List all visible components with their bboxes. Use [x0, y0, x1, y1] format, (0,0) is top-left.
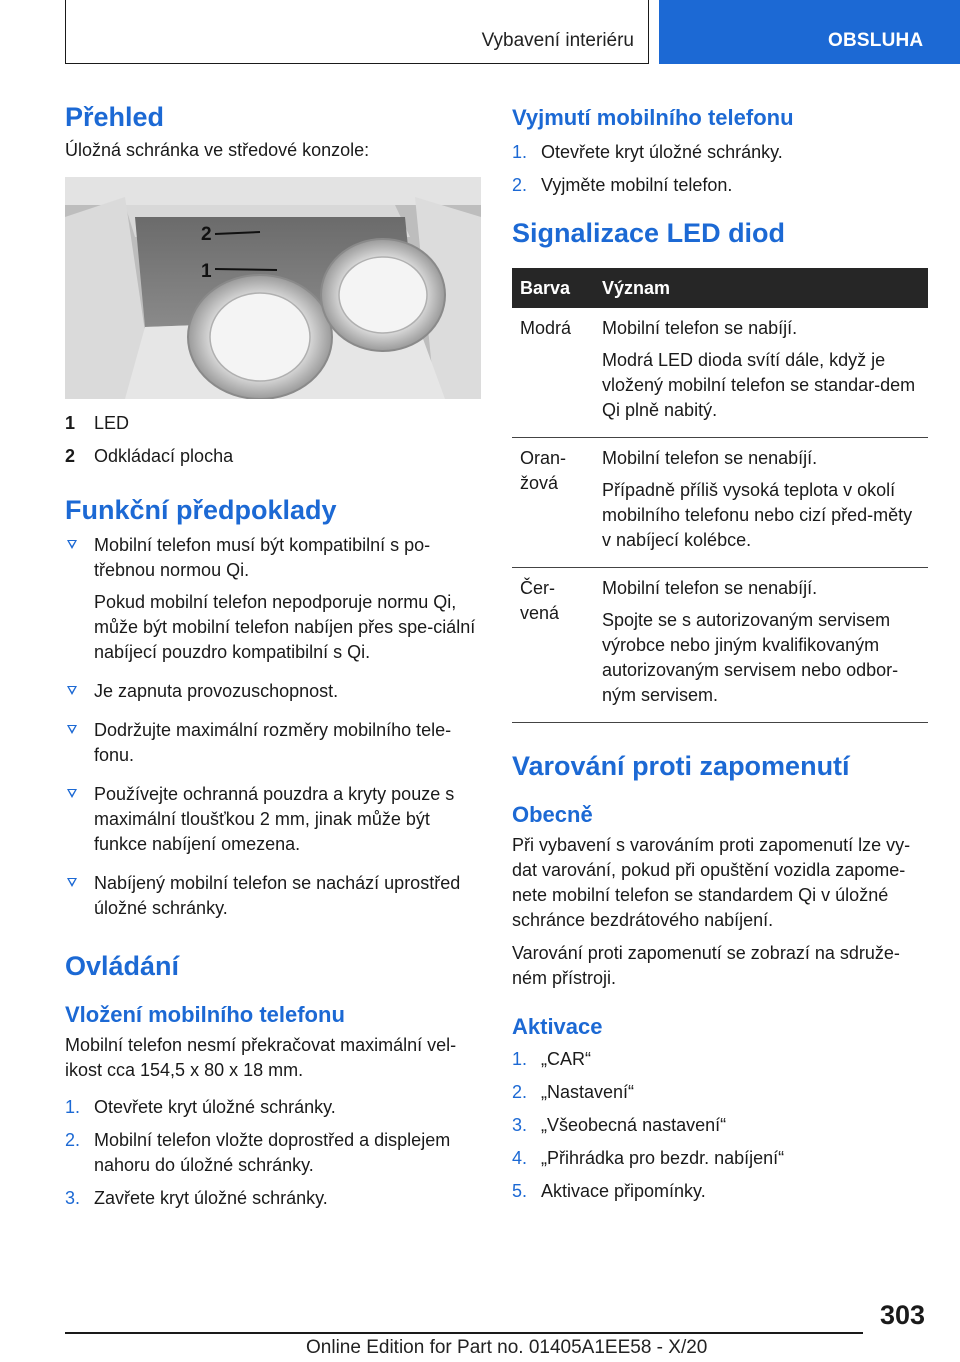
list-item: 1. Otevřete kryt úložné schránky.: [65, 1097, 336, 1117]
console-storage-figure: [65, 177, 481, 399]
forget-warning-heading: Varování proti zapomenutí: [512, 751, 850, 781]
general-heading: Obecně: [512, 802, 593, 827]
prerequisites-heading: Funkční předpoklady: [65, 495, 337, 525]
legend-item: 2 Odkládací plocha: [65, 446, 234, 466]
column-header-color: Barva: [512, 268, 594, 308]
list-item: 2. Mobilní telefon vložte doprostřed a displejem nahoru do úložné schránky.: [65, 1130, 451, 1175]
list-item: Je zapnuta provozuschopnost.: [65, 679, 481, 704]
list-item: 1. Otevřete kryt úložné schránky.: [512, 142, 783, 162]
overview-heading: Přehled: [65, 102, 165, 132]
list-item: 3. „Všeobecná nastavení“: [512, 1115, 727, 1135]
led-meaning-cell: Mobilní telefon se nenabíjí. Případně příliš vysoká teplota v okolí mobilního telefonu nebo cizí před-měty v nabíjecí kolébce.: [594, 438, 928, 568]
header-chapter-tab: [659, 0, 960, 64]
list-item: 2. Vyjměte mobilní telefon.: [512, 175, 733, 195]
triangle-bullet-icon: [67, 540, 77, 549]
triangle-bullet-icon: [67, 878, 77, 887]
led-color-cell: Modrá: [512, 308, 594, 438]
led-signal-table: [512, 268, 928, 723]
led-color-cell: Čer-vená: [512, 568, 594, 723]
header-chapter-label: OBSLUHA: [828, 30, 924, 51]
list-item: 2. „Nastavení“: [512, 1082, 635, 1102]
remove-phone-heading: Vyjmutí mobilního telefonu: [512, 105, 794, 130]
triangle-bullet-icon: [67, 725, 77, 734]
list-item: 3. Zavřete kryt úložné schránky.: [65, 1188, 328, 1208]
activation-heading: Aktivace: [512, 1014, 603, 1039]
footer-divider: [65, 1332, 863, 1334]
console-storage-illustration: [65, 177, 481, 399]
table-row: [512, 438, 928, 568]
list-item: 4. „Přihrádka pro bezdr. nabíjení“: [512, 1148, 785, 1168]
footer-edition: Online Edition for Part no. 01405A1EE58 - X/20: [306, 1337, 708, 1358]
led-meaning-cell: Mobilní telefon se nenabíjí. Spojte se s autorizovaným servisem výrobce nebo jiným kvalifikovaným autorizovaným servisem nebo odbor-ným servisem.: [594, 568, 928, 723]
figure-callout-2: 2: [201, 224, 212, 245]
list-item: 5. Aktivace připomínky.: [512, 1181, 706, 1201]
controls-heading: Ovládání: [65, 951, 180, 981]
general-paragraph-1: Při vybavení s varováním proti zapomenutí lze vy-dat varování, pokud při opuštění vozidla zapome-nete mobilní telefon se standardem Qi v úložné schránce bezdrátového nabíjení.: [512, 835, 911, 930]
figure-callout-1: 1: [201, 261, 212, 282]
led-signal-heading: Signalizace LED diod: [512, 218, 786, 248]
header-section-title: Vybavení interiéru: [481, 30, 634, 51]
right-column: [512, 100, 928, 1212]
page-number: 303: [880, 1300, 926, 1330]
led-meaning-cell: Mobilní telefon se nabíjí. Modrá LED dioda svítí dále, když je vložený mobilní telefon se standar-dem Qi plně nabitý.: [594, 308, 928, 438]
led-color-cell: Oran-žová: [512, 438, 594, 568]
insert-phone-text: Mobilní telefon nesmí překračovat maximální vel-ikost cca 154,5 x 80 x 18 mm.: [65, 1035, 457, 1080]
list-item: Mobilní telefon musí být kompatibilní s po- třebnou normou Qi. Pokud mobilní telefon nepodporuje normu Qi, může být mobilní telefon nabíjen přes spe-ciální nabíjecí pouzdro kompatibilní s Qi.: [65, 533, 481, 665]
insert-phone-steps: [65, 1095, 481, 1211]
legend-item: 1 LED: [65, 413, 130, 433]
prerequisites-list: [65, 533, 481, 921]
page-header: [0, 0, 960, 66]
header-section-box: [65, 0, 649, 64]
column-header-meaning: Význam: [594, 268, 928, 308]
table-header-row: [512, 268, 928, 308]
list-item: Používejte ochranná pouzdra a kryty pouze s maximální tloušťkou 2 mm, jinak může být funkce nabíjení omezena.: [65, 782, 481, 857]
list-item: 1. „CAR“: [512, 1049, 591, 1069]
list-item: Dodržujte maximální rozměry mobilního tele-fonu.: [65, 718, 481, 768]
triangle-bullet-icon: [67, 789, 77, 798]
insert-phone-heading: Vložení mobilního telefonu: [65, 1002, 345, 1027]
remove-phone-steps: [512, 140, 928, 198]
left-column: [65, 100, 481, 1219]
general-paragraph-2: Varování proti zapomenutí se zobrazí na sdruže-ném přístroji.: [512, 943, 900, 988]
overview-intro: Úložná schránka ve středové konzole:: [65, 140, 370, 160]
table-row: [512, 568, 928, 723]
table-row: [512, 308, 928, 438]
activation-steps: [512, 1047, 928, 1204]
list-item: Nabíjený mobilní telefon se nachází uprostřed úložné schránky.: [65, 871, 481, 921]
figure-legend: [65, 411, 481, 469]
triangle-bullet-icon: [67, 686, 77, 695]
